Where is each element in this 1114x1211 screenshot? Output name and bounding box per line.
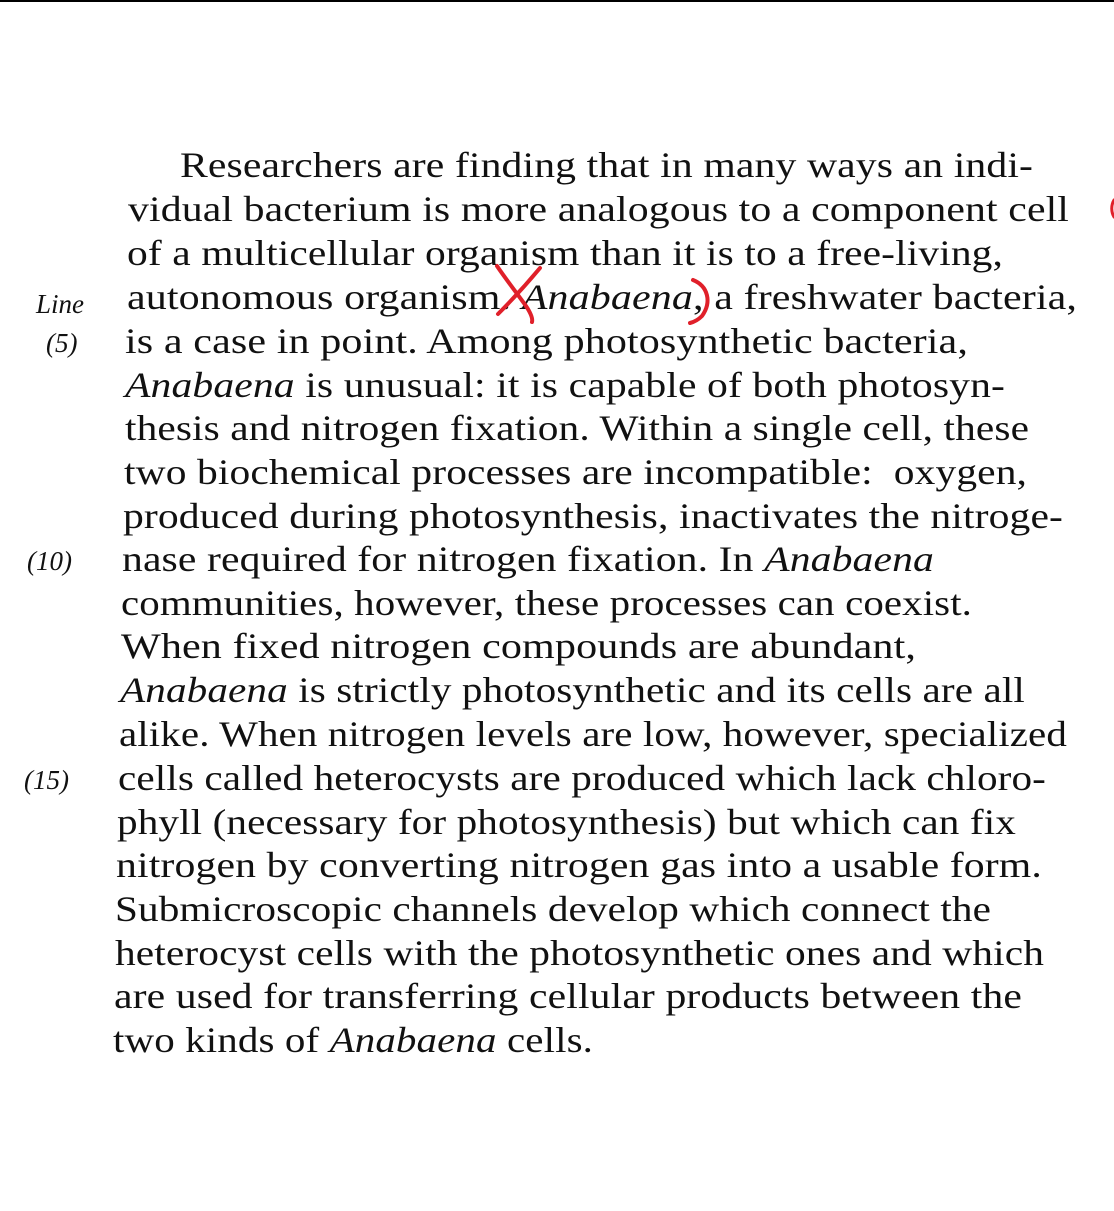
- text-segment: autonomous organism.: [127, 277, 522, 317]
- passage-line-text: [180, 143, 1033, 187]
- line-number: (10): [27, 546, 72, 576]
- italic-term: Anabaena: [764, 539, 935, 579]
- text-segment: communities, however, these processes can coexist.: [121, 583, 973, 623]
- passage-line: [128, 187, 1070, 231]
- passage-line: [121, 624, 917, 668]
- passage-line: [125, 319, 968, 363]
- passage-line-text: [125, 363, 1005, 407]
- line-number: (5): [46, 328, 78, 358]
- text-segment: heterocyst cells with the photosynthetic ones and which: [115, 933, 1044, 973]
- text-segment: Submicroscopic channels develop which connect the: [115, 889, 992, 929]
- passage-line-text: [115, 887, 991, 931]
- passage-line: [113, 1018, 594, 1062]
- passage-line-text: [128, 187, 1069, 231]
- passage-line: [125, 363, 1005, 407]
- text-segment: two kinds of: [113, 1020, 330, 1060]
- passage-line-text: [124, 450, 1027, 494]
- passage-line: [117, 800, 1016, 844]
- passage-line-text: [121, 581, 972, 625]
- italic-term: Anabaena: [125, 365, 295, 405]
- passage-line-text: [121, 624, 916, 668]
- passage-line: [121, 581, 973, 625]
- italic-term: Anabaena: [329, 1020, 497, 1060]
- passage-line: [127, 231, 1004, 275]
- passage-line: [119, 712, 1067, 756]
- text-segment: nase required for nitrogen fixation. In: [122, 539, 765, 579]
- passage-line-text: [125, 406, 1029, 450]
- text-segment: When fixed nitrogen compounds are abundant,: [121, 626, 917, 666]
- passage-line-text: [116, 843, 1042, 887]
- text-segment: produced during photosynthesis, inactivates the nitroge-: [123, 496, 1063, 536]
- passage-line-text: [122, 537, 934, 581]
- passage-line: [120, 668, 1025, 712]
- text-segment: , a freshwater bacteria,: [693, 277, 1078, 317]
- text-segment: alike. When nitrogen levels are low, however, specialized: [119, 714, 1067, 754]
- passage-line-text: [127, 231, 1003, 275]
- passage-line-text: [117, 800, 1016, 844]
- passage-line: [116, 843, 1042, 887]
- passage-line-text: [120, 668, 1025, 712]
- text-segment: are used for transferring cellular products between the: [114, 976, 1022, 1016]
- passage-line: [123, 494, 1063, 538]
- text-segment: nitrogen by converting nitrogen gas into a usable form.: [116, 845, 1042, 885]
- text-segment: phyll (necessary for photosynthesis) but which can fix: [117, 802, 1016, 842]
- text-segment: is unusual: it is capable of both photosyn-: [294, 365, 1005, 405]
- text-segment: is a case in point. Among photosynthetic bacteria,: [125, 321, 968, 361]
- text-segment: two biochemical processes are incompatible: oxygen,: [124, 452, 1028, 492]
- passage-line: [115, 931, 1044, 975]
- text-segment: is strictly photosynthetic and its cells are all: [287, 670, 1025, 710]
- text-segment: vidual bacterium is more analogous to a component cell: [128, 189, 1070, 229]
- text-segment: cells.: [496, 1020, 594, 1060]
- passage-line-text: [125, 319, 968, 363]
- line-label: Line: [36, 289, 85, 319]
- passage-line: [180, 143, 1034, 187]
- passage-line: [118, 756, 1046, 800]
- text-segment: cells called heterocysts are produced which lack chloro-: [118, 758, 1046, 798]
- text-segment: of a multicellular organism than it is to a free-living,: [127, 233, 1004, 273]
- passage-line-text: [114, 974, 1022, 1018]
- passage-line-text: [119, 712, 1067, 756]
- line-number: (15): [24, 765, 69, 795]
- italic-term: Anabaena: [120, 670, 288, 710]
- italic-term: Anabaena: [521, 277, 694, 317]
- passage-line: [115, 887, 992, 931]
- passage-line: [124, 450, 1028, 494]
- text-segment: thesis and nitrogen fixation. Within a single cell, these: [125, 408, 1030, 448]
- passage-line-text: [127, 275, 1077, 319]
- passage-line-text: [118, 756, 1046, 800]
- passage-line: [125, 406, 1030, 450]
- passage-line-text: [115, 931, 1044, 975]
- passage-line: [114, 974, 1022, 1018]
- passage-line-text: [113, 1018, 593, 1062]
- text-segment: Researchers are finding that in many ways an indi-: [180, 145, 1034, 185]
- passage-line: [122, 537, 935, 581]
- passage-line: [127, 275, 1078, 319]
- passage-line-text: [123, 494, 1063, 538]
